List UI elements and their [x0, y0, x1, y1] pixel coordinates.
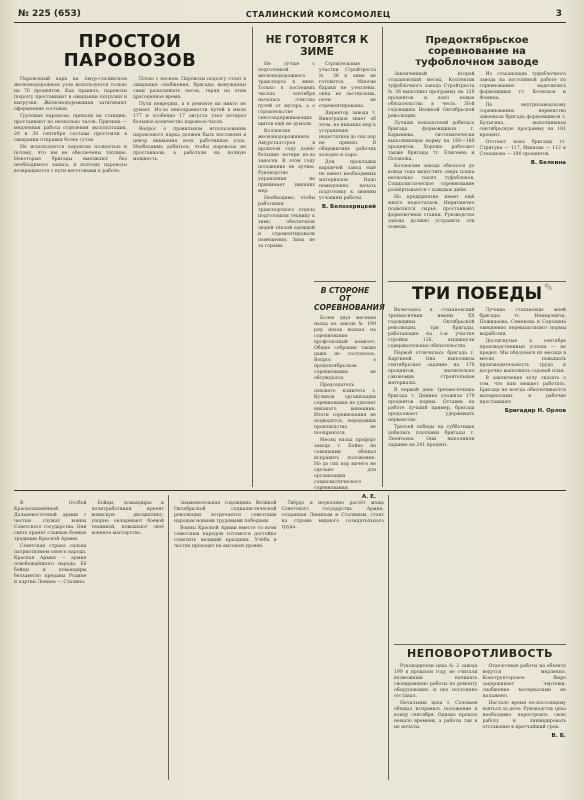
article-column-left	[14, 501, 87, 586]
column-divider	[382, 27, 383, 487]
article-title: В СТОРОНЕ ОТ СОРЕВНОВАНИЯ	[314, 286, 385, 312]
article-steam-locomotives	[14, 33, 246, 175]
paragraph: Настало время по-настоящему взяться за дело. Руководству цеха необходимо перестроить свою работу и ликвидировать отставание в кратчайший срок.	[482, 701, 566, 731]
paragraph: Твёрдо и неуклонно растёт мощь Советского государства. Армия, созданная Лениным и Сталиным, стоит на страже мирного созидательного труда.	[281, 501, 384, 530]
paragraph: Отделочные работы на объекте ведутся медленно. Конструкторское бюро задерживает чертежи, снабжение материалами не налажено.	[482, 664, 566, 700]
article-column-right	[282, 501, 385, 550]
paragraph: В заключение хочу сказать о том, что нам мешает работать. Бригада не всегда обеспечивается материалами, и рабочие простаивают.	[479, 375, 566, 405]
issue-number: № 225 (653)	[18, 9, 81, 19]
paragraph: Лучшие стахановцы моей бригады тт. Немеровича, Пожидаева, Семенова и Сорокина ежедневно перевыполняют нормы выработки.	[479, 307, 566, 337]
column-divider	[168, 495, 169, 780]
article-column-right	[480, 308, 567, 449]
article-column-left	[174, 501, 277, 550]
masthead: СТАЛИНСКИЙ КОМСОМОЛЕЦ	[245, 9, 391, 19]
paragraph: Начальник цеха т. Соловьев обещал исправить положение к концу сентября. Однако прошло немало времени, а работы так и не начаты.	[394, 701, 478, 731]
paragraph: Необходимо, чтобы работники транспортного отдела подготовили технику к зиме, обеспечили людей тёплой одеждой и отремонтировали помещения. Зима не за горами.	[258, 196, 315, 250]
bottom-section	[14, 491, 566, 791]
article-column-left	[388, 308, 475, 449]
article-sluggishness	[394, 641, 566, 739]
handwritten-mark: ✎	[543, 280, 554, 295]
paragraph: Плохо с песком. Паровозы подолгу стоят в ожидании снабжения, бригады вынуждены сами разыскивать песок, теряя на этом драгоценное время.	[133, 76, 246, 100]
paragraph: Вопрос о правильном использовании паровозного парка должен быть поставлен в центр внимания всех работников узла. Необходимо добиться, чтобы паровозы не простаивали, а работали на полную мощность.	[133, 126, 246, 162]
column-divider	[252, 27, 253, 487]
paragraph: Законченный второй стахановский месяц. Коллектив туфоблочного завода Стройтреста № 36 выполнил программу на 126 процентов и взял новые обязательства в честь 30-й годовщины Великой Октябрьской революции.	[388, 72, 475, 119]
paragraph: Паровозный парк на Амур-сталинском железнодорожном узле используется только на 70 процентов. Как правило, паровозы подолгу простаивают в ожидании погрузки и выгрузки. Железнодорожники затягивают оформление составов.	[14, 76, 127, 112]
paragraph: Более двух месяцев назад на заводе № 199 ряд цехов вызвал на соревнование профсоюзный комитет. Общее собрание также даже не состоялось. Вопрос о предоктябрьском соревновании не обсуждался.	[314, 315, 376, 381]
paragraph: Первой отличилась бригада т. Каргиной. Она выполнила сентябрьское задание на 170 процентов, значительно сэкономив строительные материалы.	[388, 350, 475, 386]
article-title: НЕПОВОРОТЛИВОСТЬ	[407, 647, 553, 660]
paragraph: Отстают пока бригады тт. Стригуна — 117, Иванова — 112 и Степанова — 190 процентов.	[479, 140, 566, 157]
paragraph: Бойцы, командиры и политработники крепят воинскую дисциплину, упорно овладевают боевой техникой, повышают своё военное мастерство.	[91, 501, 164, 536]
paragraph: Третьей победы на субботнике добились плотники бригады т. Леонтьева. Они выполнили задание на 241 процент.	[388, 424, 475, 448]
article-october-anniversary	[174, 501, 384, 550]
article-not-ready-winter	[258, 33, 376, 250]
paragraph: Пути невредны, а в ремонте их никто не думает. Из-за неисправности путей в июле 177 и особенно 17 августа узел потерял большое количество паровозо-часов.	[133, 101, 246, 125]
article-column-right	[319, 62, 376, 250]
paragraph: Не лучше с подготовкой железнодорожного транспорта к зиме. Только в последних числах сентября началась очистка путей от мусора, а о строительстве снегозадерживающих щитов ещё не думали.	[258, 62, 315, 128]
signature: Бригадир Н. Орлов	[504, 407, 566, 414]
paragraph: Знаменательная годовщина Великой Октябрьской социалистической революции встречается советским народом новыми трудовыми победами.	[174, 501, 277, 524]
page-header	[14, 6, 566, 23]
signature: В. Белкина	[530, 160, 566, 166]
paragraph: Советская страна сильна патриотизмом своего народа. Красная Армия — армия освобождённого народа. Её бойцы и командиры беззаветно преданы Родине и партии Ленина — Сталина.	[14, 544, 87, 585]
signature: В. Белозерицкий	[321, 204, 376, 211]
top-section	[14, 23, 566, 500]
signature: В. Б.	[551, 733, 566, 740]
article-column-left	[14, 77, 127, 175]
article-far-eastern-army	[14, 501, 164, 586]
paragraph: Для прокладки кирпичей завод ещё не имеет необходимых материалов. Надо немедленно начать подготовку к зимним условиям работы.	[319, 160, 376, 202]
article-column-left	[258, 62, 315, 250]
paragraph: Коллектив железнодорожников Амурсталстроя в прошлом году понёс большие потери из-за заносов. В этом году положение не лучше. Руководство управления не принимает никаких мер.	[258, 129, 315, 195]
paragraph: Председатель цехового комитета т. Куликов организации соревнования не уделяет никакого внимания. Итоги соревнования не подводятся, передовики производства не поощряются.	[314, 382, 376, 436]
paragraph: Строительные участки Стройтреста № 36 к зиме не готовятся. Многие бараки не утеплены, окна не застеклены, печи не отремонтированы.	[319, 62, 376, 110]
paragraph: Но предприятие имеет ещё много недостатков. Неритмично подвозится сырьё, простаивают формовочные станки. Руководство завода должно устранить эти помехи.	[388, 195, 475, 230]
article-title: ПРОСТОИ ПАРОВОЗОВ	[63, 31, 197, 71]
article-column-left	[394, 664, 478, 739]
paragraph: Месяц назад профорг завода т. Бойко на совещании обещал исправить положение. Но до сих пор ничего не сделано для организации социалистического соревнования.	[314, 437, 376, 491]
signature: А. Е.	[361, 493, 376, 500]
paragraph: Директор завода т. Виноградов знает об этом, но никаких мер к устранению недостатков до сих пор не принял. В общежитиях рабочих холодно и сыро.	[319, 111, 376, 159]
article-tuff-block-plant	[388, 33, 566, 231]
paragraph: Лучших показателей добилась бригада формовщиков т. Барышева, систематически выполняющая норму на 160—180 процентов. Хорошо работают также бригады тт. Елисеева и Потапова.	[388, 121, 475, 162]
article-rule	[394, 644, 566, 645]
paragraph: Достигнутые в сентябре производственные успехи — не предел. Мы обязуемся из месяца в месяц повышать производительность труда и досрочно выполнить годовой план.	[479, 338, 566, 374]
paragraph: Коллектив завода обязался до конца года выпустить сверх плана несколько тысяч туфоблоков. Социалистическое соревнование развёртывается с каждым днём.	[388, 164, 475, 193]
page-number: 3	[555, 9, 562, 19]
column-divider	[388, 495, 389, 780]
paragraph: Грузовые паровозы, приходя на станцию, простаивают по несколько часов. Причина — медленная работа отделения эксплуатации. 29 и 30 сентября составы простояли в ожидании отправки более суток.	[14, 113, 127, 143]
article-column-right	[133, 77, 246, 175]
paragraph: Включаясь в стахановский трехмесячник имени ХХ годовщины Октябрьской революции, три бригады, работающие на 1-м участке стройки 126, выдвинули содержательные обязательства.	[388, 307, 475, 349]
article-title: Предоктябрьское соревнование на туфоблочном заводе	[415, 35, 539, 68]
paragraph: По внутризаводскому соревнованию первенство завоевала бригада формовщиков т. Булыгина, выполнившая сентябрьскую программу на 181 процент.	[479, 103, 566, 138]
paragraph: Не используются паровозы полностью и потому, что им не обеспечены топливо. Некоторые бригады выезжают без необходимого запаса, и поэтому паровозы возвращаются с пути неготовыми к работе.	[14, 144, 127, 174]
article-column-left	[388, 72, 475, 231]
paragraph: В Особой Краснознамённой Дальневосточной армии с честью служат воины Советского государства. Они свято хранят славные боевые традиции Красной Армии.	[14, 501, 87, 542]
paragraph: Из стахановцев туфоблочного завода на постоянной работе по соревнованию выделились формовщики тт. Кочетков и Фомина.	[479, 72, 566, 101]
paragraph: Руководители цеха № 2 завода 199 в прошлом году не считали возможным начинать своевременно работы по ремонту оборудования, и цех постоянно отставал.	[394, 664, 478, 700]
paragraph: Воины Красной Армии вместе со всем советским народом готовятся достойно отметить великий праздник. Учёба в частях проходит на высоком уровне.	[174, 526, 277, 549]
article-aside-competition	[314, 281, 385, 500]
article-title: ТРИ ПОБЕДЫ	[411, 284, 543, 304]
article-column-right	[480, 72, 567, 231]
article-title: НЕ ГОТОВЯТСЯ К ЗИМЕ	[265, 34, 369, 58]
article-column-right	[483, 664, 567, 739]
paragraph: В первый день трехмесячника бригада т. Демина уложила 170 процентов нормы. Оставив на работе лучший пример, бригада продолжает удерживать первенство.	[388, 387, 475, 423]
article-column-right	[92, 501, 165, 586]
article-three-victories	[388, 281, 566, 449]
